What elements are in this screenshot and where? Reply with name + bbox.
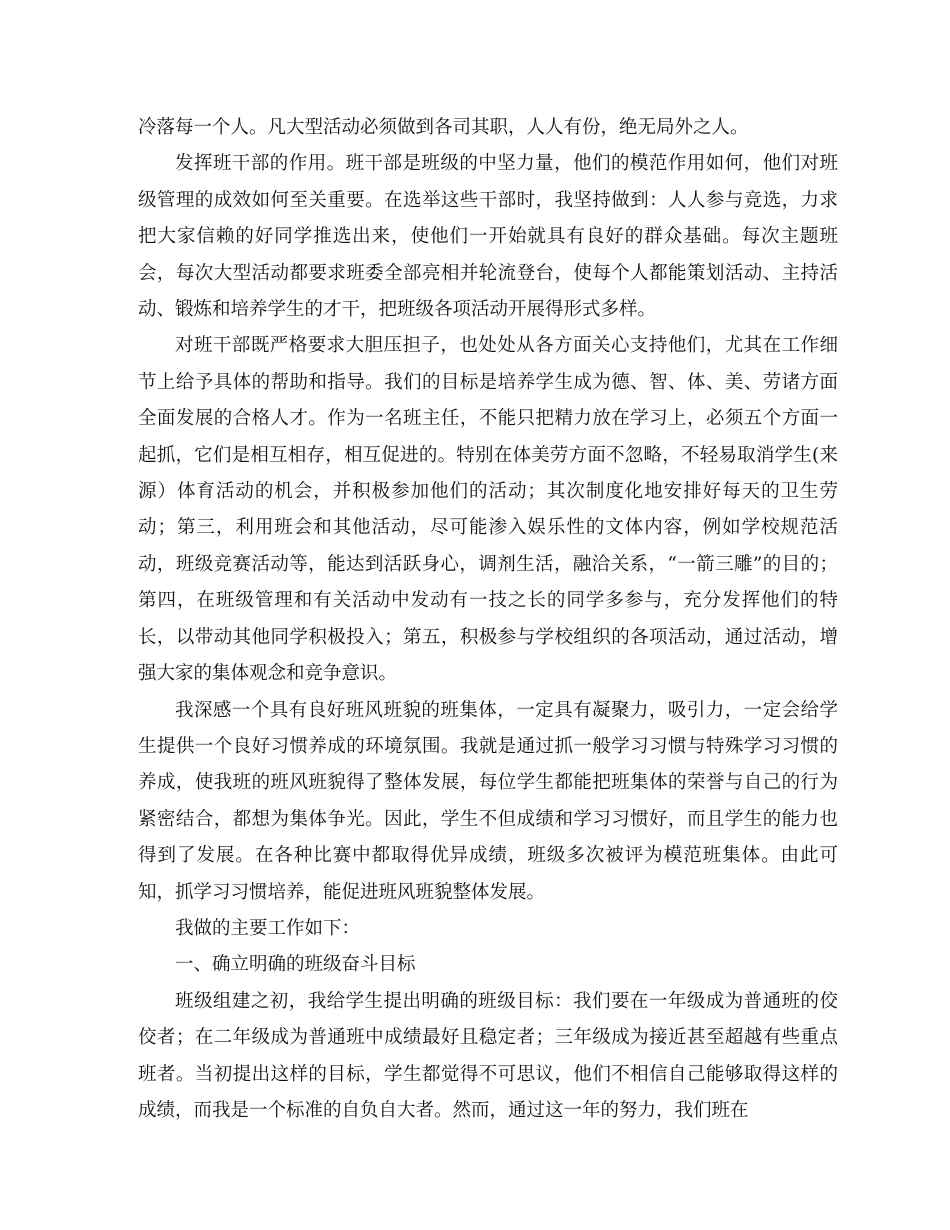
section-heading-goals: 一、确立明确的班级奋斗目标 — [175, 954, 416, 976]
paragraph-cadre-support: 对班干部既严格要求大胆压担子，也处处从各方面关心支持他们，尤其在工作细节上给予具体的帮助和指导。我们的目标是培养学生成为德、智、体、美、劳诸方面全面发展的合格人才。作为一名班主任，不能只把精力放在学习上，必须五个方面一起抓，它们是相互相存，相互促进的。特别在体美劳方面不忽略，不轻易取消学生(来源）体育活动的机会，并积极参加他们的活动；其次制度化地安排好每天的卫生劳动；第三，利用班会和其他活动，尽可能渗入娱乐性的文体内容，例如学校规范活动，班级竞赛活动等，能达到活跃身心，调剂生活，融洽关系，“一箭三雕”的目的；第四，在班级管理和有关活动中发动有一技之长的同学多参与，充分发挥他们的特长，以带动其他同学积极投入；第五，积极参与学校组织的各项活动，通过活动，增强大家的集体观念和竞争意识。 — [138, 335, 838, 685]
document-body — [138, 110, 838, 1129]
paragraph-class-cadres: 发挥班干部的作用。班干部是班级的中坚力量，他们的模范作用如何，他们对班级管理的成效如何至关重要。在选举这些干部时，我坚持做到：人人参与竞选，力求把大家信赖的好同学推选出来，使他们一开始就具有良好的群众基础。每次主题班会，每次大型活动都要求班委全部亮相并轮流登台，使每个人都能策划活动、主持活动、锻炼和培养学生的才干，把班级各项活动开展得形式多样。 — [138, 153, 838, 321]
paragraph-continuation: 冷落每一个人。凡大型活动必须做到各司其职，人人有份，绝无局外之人。 — [138, 117, 749, 138]
paragraph-class-spirit: 我深感一个具有良好班风班貌的班集体，一定具有凝聚力，吸引力，一定会给学生提供一个良好习惯养成的环境氛围。我就是通过抓一般学习习惯与特殊学习习惯的养成，使我班的班风班貌得了整体发展，每位学生都能把班集体的荣誉与自己的行为紧密结合，都想为集体争光。因此，学生不但成绩和学习习惯好，而且学生的能力也得到了发展。在各种比赛中都取得优异成绩，班级多次被评为模范班集体。由此可知，抓学习习惯培养，能促进班风班貌整体发展。 — [138, 699, 838, 903]
paragraph-main-work-intro: 我做的主要工作如下： — [175, 917, 361, 939]
paragraph-class-goals: 班级组建之初，我给学生提出明确的班级目标：我们要在一年级成为普通班的佼佼者；在二年级成为普通班中成绩最好且稳定者；三年级成为接近甚至超越有些重点班者。当初提出这样的目标，学生都觉得不可思议，他们不相信自己能够取得这样的成绩，而我是一个标准的自负自大者。然而，通过这一年的努力，我们班在 — [138, 990, 838, 1121]
